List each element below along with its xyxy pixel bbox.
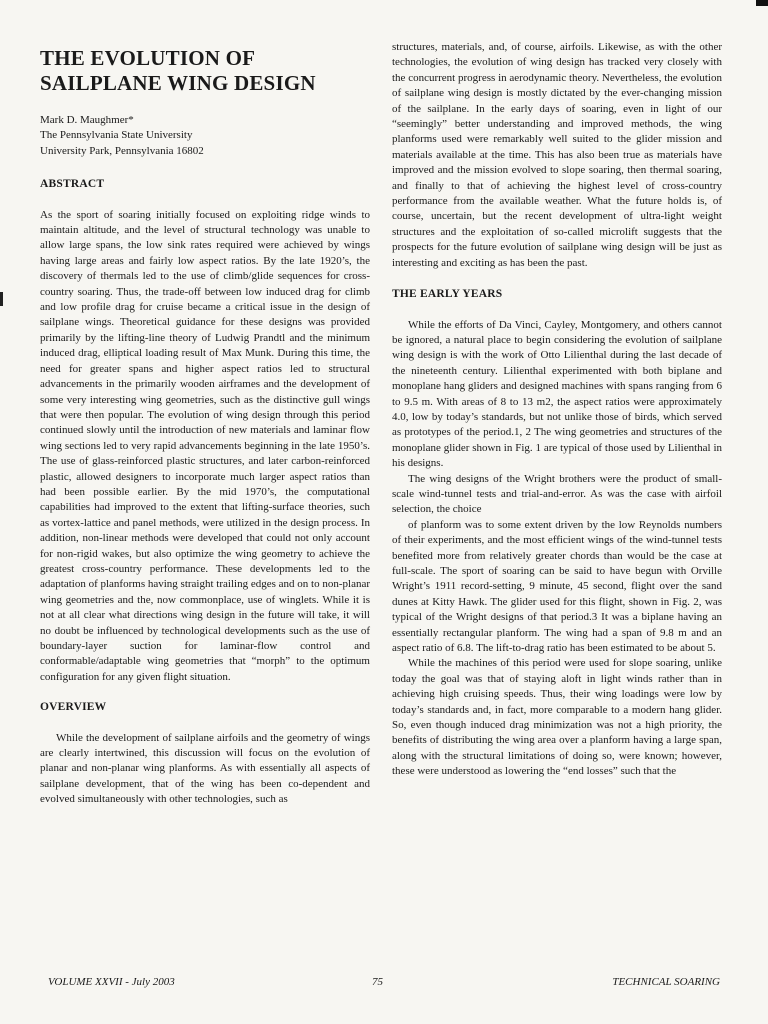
paper-title [40, 46, 370, 96]
author-affiliation: The Pennsylvania State University [40, 129, 193, 142]
author-block [40, 113, 370, 159]
abstract-text: As the sport of soaring initially focused on exploiting ridge winds to maintain altitude, and the level of structural technology was unable to allow large spans, the low sink rates required were achieved by wings having large areas and fairly low aspect ratios. By the late 1920’s, the discovery of thermals led to the use of climb/glide sequences for cross-country soaring. Thus, the trade-off between low induced drag for climb and low profile drag for cruise became a critical issue in the design of sailplane wings. Theoretical guidance for these designs was provided primarily by the lifting-line theory of Ludwig Prandtl and the minimum induced drag, elliptical loading result of Max Munk. During this time, the need for greater spans and higher aspect ratios led to structural advancements in the primarily wooden airframes and the development of some very interesting wing geometries, such as the distinctive gull wings that were then popular. The evolution of wing design through this period continued slowly until the introduction of new materials and laminar flow wing sections led to very rapid advancements beginning in the late 1950’s. The use of glass-reinforced plastic structures, and later carbon-reinforced plastic, allowed designers to incorporate much larger aspect ratios than had been possible earlier. By the mid 1970’s, the computational capabilities had improved to the extent that lifting-surface theories, such as vortex-lattice and panel methods, were utilized in the design process. In addition, non-linear methods were developed that could not only account for non-rigid wakes, but also optimize the wing geometry to achieve the greatest cross-country performance. These developments led to the adaptation of planforms having straight trailing edges and on to non-planar wing geometries and the, now commonplace, use of winglets. While it is not at all clear what directions wing design in the future will take, it will no doubt be influenced by technological developments such as the use of boundary-layer suction for laminar-flow control and conformable/adaptable wing geometries that “morph” to the optimum configuration for any given flight situation. [40, 208, 370, 683]
early-paragraph-1: While the efforts of Da Vinci, Cayley, Montgomery, and others cannot be ignored, a natural place to begin considering the evolution of sailplane wing design is with the work of Otto Lilienthal during the last decade of the nineteenth century. Lilienthal experimented with both biplane and monoplane hang gliders and designed machines with spans ranging from 6 to 9.5 m. With areas of 8 to 13 m2, the aspect ratios were approximately 4.0, low by today’s standards, but not unlike those of birds, which served as prototypes of the period.1, 2 The wing geometries and structures of the monoplane glider shown in Fig. 1 are typical of those used by Lilienthal in his designs. [392, 318, 722, 470]
abstract-heading: ABSTRACT [40, 178, 105, 191]
overview-continued: structures, materials, and, of course, airfoils. Likewise, as with the other technologies, the evolution of wing design has tracked very closely with the concurrent progress in aerodynamic theory. Nevertheless, the evolution of sailplane wing design is mostly dictated by the ever-changing mission of the sailplane. In the early days of soaring, even in light of our “seemingly” better understanding and improved methods, the wing planforms used were remarkably well suited to the glider mission and materials available at the time. This has also been true as materials have improved and the mission evolved to slope soaring, then thermal soaring, and finally to that of achieving the highest level of cross-country performance from the available weather. What the future holds is, of course, uncertain, but the recent development of ultra-light weight structures and the exploitation of so-called microlift suggests that the prospects for the future evolution of sailplane wing design will be just as interesting and exciting as has been the past. [392, 41, 722, 269]
overview-heading: OVERVIEW [40, 701, 107, 714]
title-line-2: SAILPLANE WING DESIGN [40, 71, 316, 95]
early-paragraph-2: The wing designs of the Wright brothers were the product of small-scale wind-tunnel tests and trial-and-error. As was the case with airfoil selection, the choice [392, 472, 722, 516]
page-footer [40, 976, 720, 992]
author-name: Mark D. Maughmer* [40, 114, 134, 126]
scan-edge-mark [0, 292, 3, 306]
author-address: University Park, Pennsylvania 16802 [40, 144, 204, 157]
early-paragraph-4: While the machines of this period were used for slope soaring, unlike today the goal was that of staying aloft in light winds rather than in achieving high cruising speeds. Thus, their wing loadings were low by today’s standards and, in fact, more comparable to a modern hang glider. So, even though induced drag minimization was not a high priority, the benefits of distributing the wing area over a planform having a large span, along with the structural limitations of doing so, were known; however, these were understood as lowering the “end losses” such that the [392, 657, 722, 778]
left-column [40, 40, 370, 808]
footer-volume: VOLUME XXVII - July 2003 [48, 976, 175, 988]
early-paragraph-3: of planform was to some extent driven by the low Reynolds numbers of their experiments, and the most efficient wings of the wind-tunnel tests benefited more from relatively greater chords than would be the case at full-scale. The sport of soaring can be said to have begun with Orville Wright’s 1911 record-setting, 9 minute, 45 second, flight over the sand dunes at Kitty Hawk. The glider used for this flight, shown in Fig. 2, was typical of the Wright designs of that period.3 It was a biplane having an essentially rectangular planform. The wing had a span of 9.8 m and an aspect ratio of 6.8. The lift-to-drag ratio has been estimated to be about 5. [392, 518, 722, 655]
early-years-heading: THE EARLY YEARS [392, 288, 503, 301]
footer-journal: TECHNICAL SOARING [612, 976, 720, 988]
footer-page-number: 75 [372, 976, 383, 988]
abstract-section [40, 208, 370, 686]
overview-paragraph-1: While the development of sailplane airfoils and the geometry of wings are clearly intertwined, this discussion will focus on the evolution of planar and non-planar wing planforms. As with essentially all aspects of sailplane development, that of the wing has been co-dependent and evolved simultaneously with other technologies, such as [40, 731, 370, 806]
page-corner-mark [756, 0, 768, 6]
right-column [392, 40, 722, 780]
title-line-1: THE EVOLUTION OF [40, 46, 256, 70]
